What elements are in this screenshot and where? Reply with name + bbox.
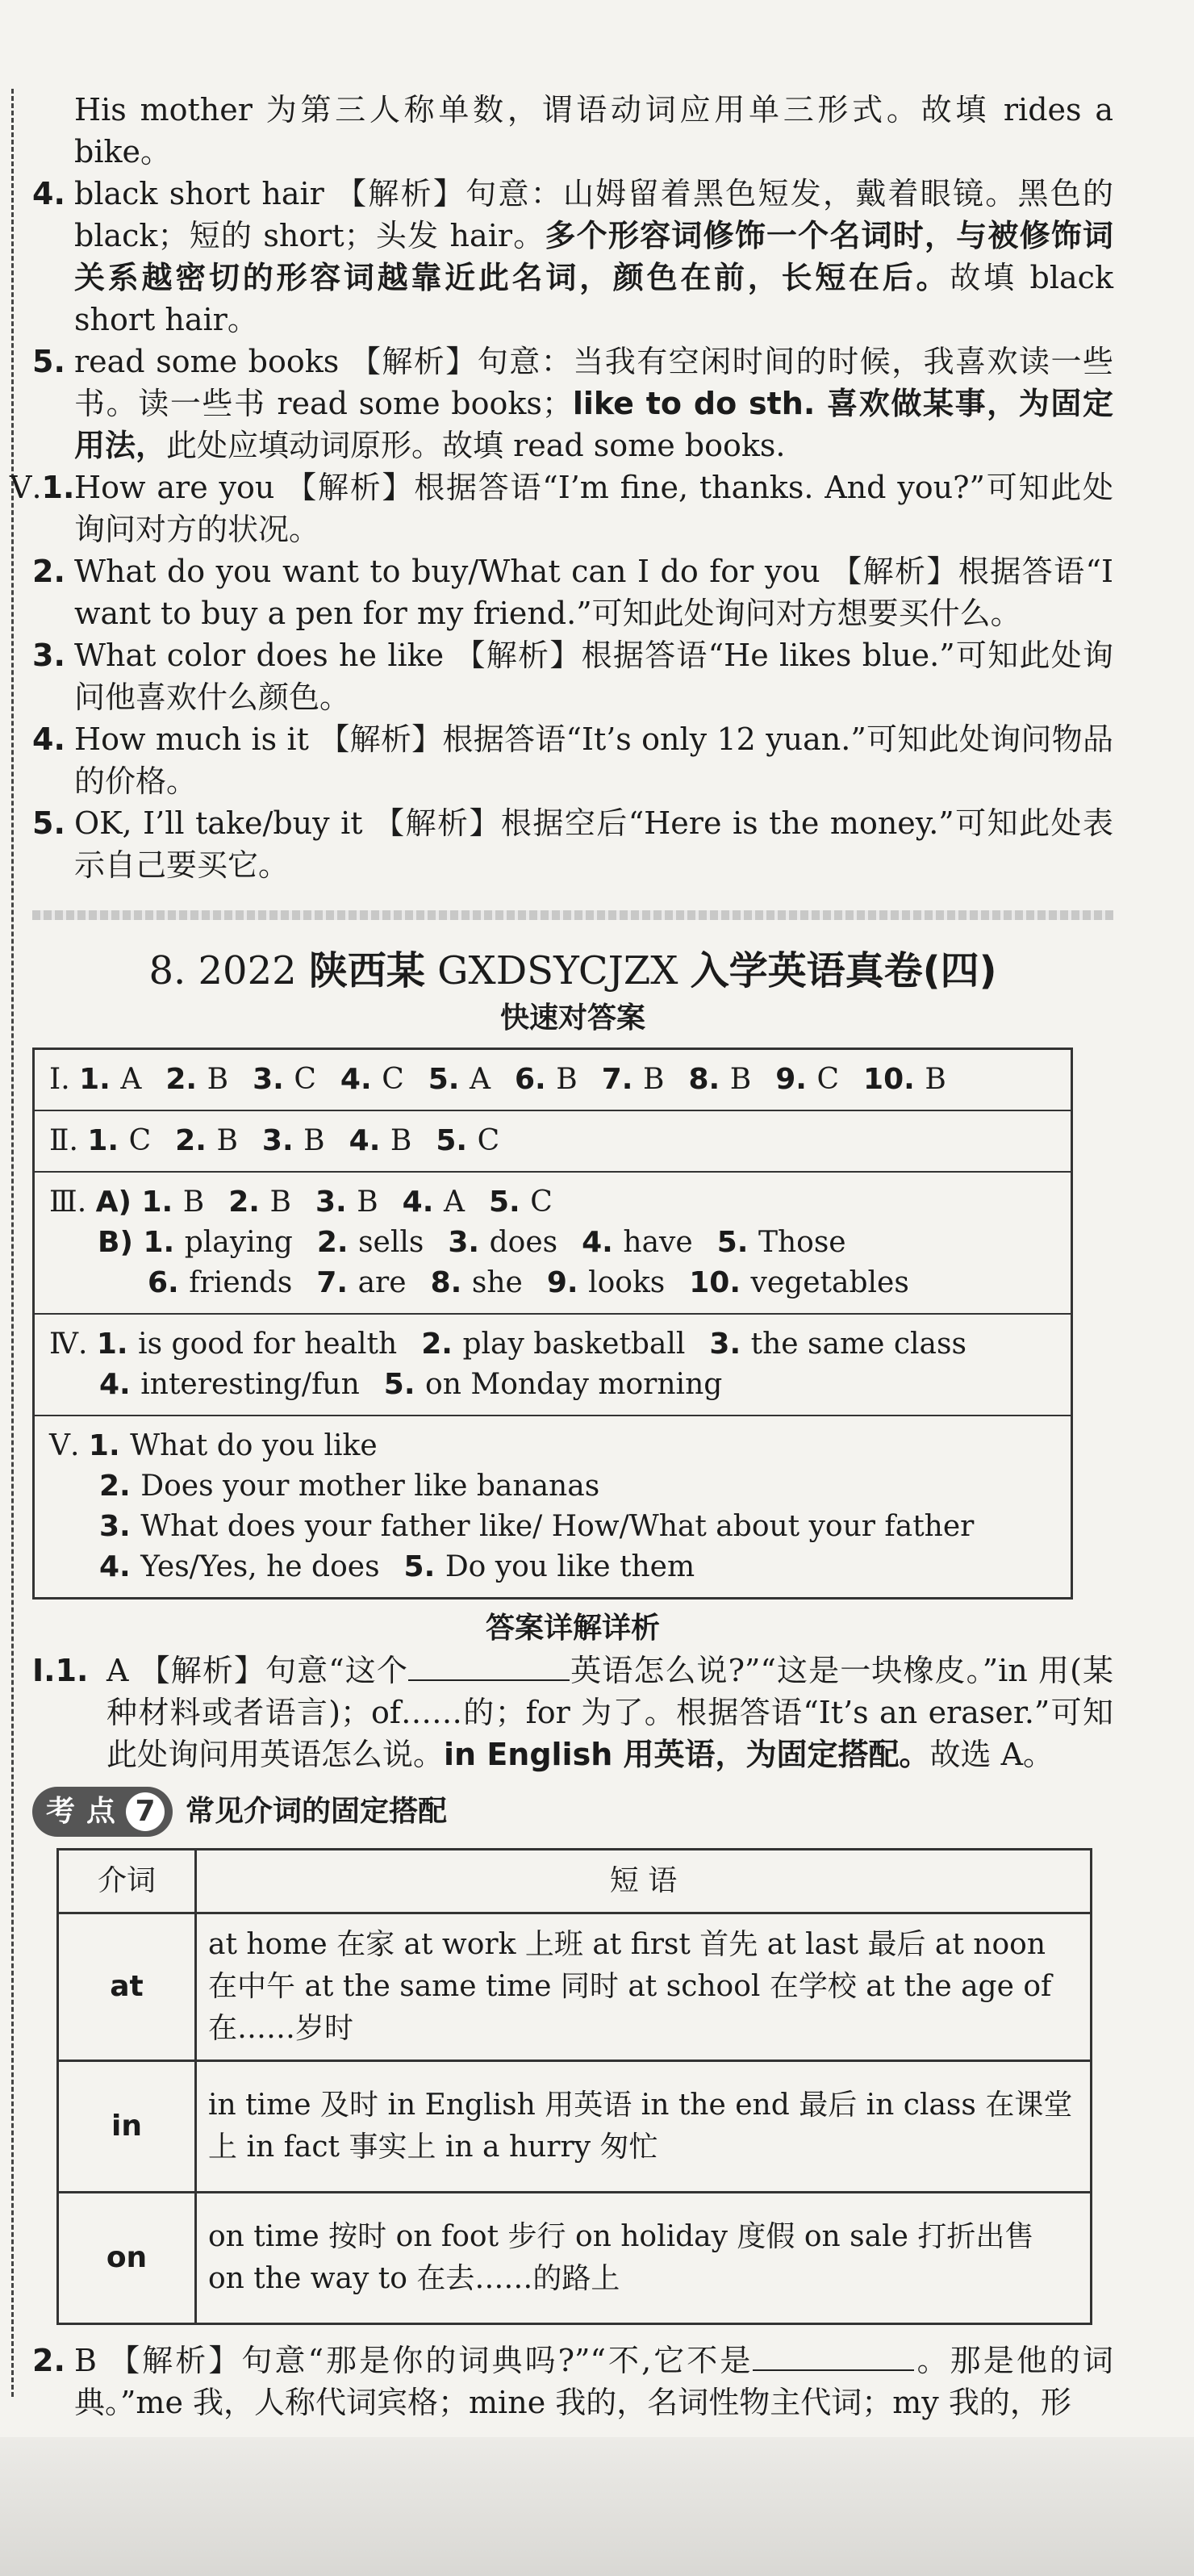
answer-blank	[753, 2340, 914, 2371]
badge-number: 7	[126, 1792, 165, 1831]
answer-number: 5.	[716, 1226, 758, 1259]
answer-item	[448, 1223, 557, 1263]
answer-value: A	[443, 1186, 465, 1219]
title-region: 陕西某	[308, 948, 425, 993]
answer-item	[262, 1121, 325, 1161]
answer-value: B	[182, 1186, 205, 1219]
prev-line-text: His mother 为第三人称单数，谓语动词应用单三形式。故填 rides a bike。	[74, 92, 1113, 169]
answer-row-4-line2	[49, 1365, 1056, 1405]
answer-value: C	[530, 1186, 553, 1219]
roman-numeral	[10, 466, 74, 508]
answer-number: 4.	[402, 1186, 444, 1219]
item-tail: 故填 black short hair。	[74, 260, 1113, 337]
answer-number: 3.	[261, 1124, 304, 1157]
header-prep: 介词	[58, 1850, 196, 1913]
answer-number: 5.	[436, 1124, 478, 1157]
answer-row-4-line1	[49, 1324, 1056, 1365]
answer-value: B	[643, 1063, 665, 1096]
answer-item	[436, 1121, 499, 1161]
key-point-title: 常见介词的固定搭配	[186, 1795, 448, 1828]
answer-value: have	[623, 1226, 693, 1259]
answer-value: C	[382, 1063, 404, 1096]
answer-value: B	[216, 1124, 238, 1157]
answer-key-box	[32, 1048, 1073, 1600]
answer-number: 3.	[253, 1063, 294, 1096]
badge-char-1: 考	[45, 1795, 75, 1828]
answer-value: she	[471, 1266, 523, 1299]
answer-item	[99, 1365, 360, 1405]
answer-number: 5.	[488, 1186, 531, 1219]
item-number: 1.	[41, 470, 75, 505]
section-separator	[32, 910, 1113, 920]
answer-item	[99, 1507, 974, 1547]
detail-q1	[32, 1650, 1113, 1775]
answer-number: 1.	[79, 1063, 121, 1096]
answer-4	[32, 173, 1113, 341]
item-tail: 此处应填动词原形。故填 read some books.	[166, 428, 786, 463]
phrase-cell: at home 在家 at work 上班 at first 首先 at last 最后 at noon 在中午 at the same time 同时 at school 在学校 at the age of 在……岁时	[196, 1913, 1092, 2061]
preposition-table	[56, 1848, 1092, 2325]
answer-number: 5.	[383, 1368, 426, 1401]
answer-number: 7.	[316, 1266, 358, 1299]
answer-value: C	[816, 1063, 840, 1096]
answer-number: 8.	[688, 1063, 730, 1096]
answer-number: 4.	[340, 1063, 382, 1096]
answer-item	[431, 1263, 523, 1303]
answer-item	[403, 1182, 465, 1223]
answer-number: 10.	[863, 1063, 925, 1096]
answer-item	[99, 1547, 380, 1587]
answer-item	[421, 1324, 685, 1365]
answer-number: 7.	[601, 1063, 643, 1096]
answer-5	[32, 341, 1113, 466]
answer-item	[141, 1182, 204, 1223]
answer-value: Yes/Yes, he does	[140, 1550, 380, 1583]
answer-item	[775, 1060, 839, 1100]
table-header-row	[58, 1850, 1092, 1913]
prep-cell: on	[58, 2193, 196, 2324]
answer-row-3b-line2	[49, 1263, 1056, 1303]
content	[10, 89, 1114, 2423]
answer-item	[143, 1223, 292, 1263]
answer-value: C	[294, 1063, 316, 1096]
item-text-cont: 。那是他的词典。”me 我，人称代词宾格；mine 我的，名词性物主代词；my 我的，形	[74, 2343, 1113, 2420]
answer-item	[89, 1426, 378, 1466]
item-number: 2.	[32, 2343, 65, 2378]
item-bold-text: like to do sth. 喜欢做某事，为固定用法，	[74, 386, 1113, 463]
answer-row-5-line	[49, 1426, 1056, 1466]
answer-item	[253, 1060, 316, 1100]
answer-value: looks	[588, 1266, 666, 1299]
item-text: read some books 【解析】句意：当我有空闲时间的时候，我喜欢读一些书。读一些书 read some books；	[74, 344, 1113, 421]
answer-value: B	[925, 1063, 946, 1096]
answer-row-5-line	[49, 1547, 1056, 1587]
answer-row-5-line	[49, 1466, 1056, 1507]
answer-item	[863, 1060, 946, 1100]
title-code: GXDSYCJZX	[424, 948, 691, 993]
answer-number: 4.	[582, 1226, 624, 1259]
item-number: 3.	[32, 638, 65, 673]
answer-item	[228, 1182, 291, 1223]
answer-value: sells	[358, 1226, 424, 1259]
answer-value: What does your father like/ How/What about your father	[140, 1510, 975, 1543]
s5-item-2	[32, 550, 1113, 634]
answer-row-3a	[49, 1182, 1056, 1223]
answer-item	[428, 1060, 491, 1100]
answer-item	[547, 1263, 665, 1303]
answer-item	[689, 1263, 909, 1303]
answer-number: 1.	[88, 1429, 131, 1462]
answer-item	[582, 1223, 693, 1263]
item-text: What do you want to buy/What can I do for you 【解析】根据答语“I want to buy a pen for my friend.”可知此处询问对方想要买什么。	[74, 554, 1113, 631]
s5-item-1	[10, 466, 1113, 550]
item-number: 4.	[32, 176, 65, 211]
answer-item	[349, 1121, 412, 1161]
prep-cell: at	[58, 1913, 196, 2061]
prep-cell: in	[58, 2061, 196, 2193]
answer-number: 8.	[430, 1266, 472, 1299]
key-point-header	[32, 1787, 1113, 1837]
roman-label: Ⅱ.	[49, 1124, 88, 1157]
phrase-cell: on time 按时 on foot 步行 on holiday 度假 on sale 打折出售 on the way to 在去……的路上	[196, 2193, 1092, 2324]
answer-item	[404, 1547, 695, 1587]
item-text: How are you 【解析】根据答语“I’m fine, thanks. And you?”可知此处询问对方的状况。	[74, 470, 1113, 547]
answer-item	[515, 1060, 578, 1100]
answer-row-3	[35, 1173, 1071, 1315]
answer-value: playing	[184, 1226, 293, 1259]
answer-number: 2.	[175, 1124, 217, 1157]
answer-value: does	[489, 1226, 558, 1259]
answer-number: 9.	[775, 1063, 817, 1096]
table-row	[58, 2193, 1092, 2324]
answer-value: Those	[758, 1226, 846, 1259]
item-text: A 【解析】句意“这个	[106, 1653, 409, 1688]
answer-item	[99, 1466, 599, 1507]
answer-value: interesting/fun	[140, 1368, 360, 1401]
answer-number: 2.	[99, 1470, 141, 1503]
answer-item	[315, 1182, 378, 1223]
item-number: 4.	[32, 721, 65, 757]
answer-value: is good for health	[138, 1328, 398, 1361]
part-label: B)	[98, 1226, 144, 1259]
answer-value: A	[120, 1063, 142, 1096]
answer-item	[148, 1263, 292, 1303]
item-text: OK, I’ll take/buy it 【解析】根据空后“Here is the money.”可知此处表示自己要买它。	[74, 805, 1113, 883]
answer-value: B	[269, 1186, 291, 1219]
answer-number: 1.	[87, 1124, 129, 1157]
answer-value: are	[357, 1266, 407, 1299]
s5-item-4	[32, 718, 1113, 802]
answer-number: 5.	[403, 1550, 445, 1583]
roman-label: Ⅴ.	[10, 470, 42, 505]
answer-value: vegetables	[750, 1266, 909, 1299]
exam-title	[32, 944, 1113, 997]
title-suffix: 入学英语真卷(四)	[690, 948, 997, 993]
answer-item	[717, 1223, 846, 1263]
prev-explanation-tail	[32, 89, 1113, 173]
answer-row-5-line	[49, 1507, 1056, 1547]
answer-item	[316, 1263, 406, 1303]
answer-item	[709, 1324, 966, 1365]
answer-number: 5.	[428, 1063, 470, 1096]
answer-value: Do you like them	[445, 1550, 695, 1583]
answer-value: C	[477, 1124, 500, 1157]
answer-number: 3.	[99, 1510, 141, 1543]
roman-label: Ⅲ.	[49, 1186, 96, 1219]
answer-item	[489, 1182, 553, 1223]
answer-number: 10.	[689, 1266, 751, 1299]
answer-value: B	[556, 1063, 578, 1096]
item-number: Ⅰ.1.	[32, 1653, 89, 1688]
item-text-cont: 英语怎么说?”“这是一块橡皮。”in 用(某种材料或者语言)；of……的；for 为了。根据答语“It’s an eraser.”可知此处询问用英语怎么说。	[106, 1653, 1114, 1772]
detail-q2	[32, 2340, 1113, 2423]
answer-number: 1.	[143, 1226, 185, 1259]
item-text: How much is it 【解析】根据答语“It’s only 12 yuan.”可知此处询问物品的价格。	[74, 721, 1113, 799]
badge-char-2: 点	[86, 1795, 115, 1828]
answer-row-3b-line1	[49, 1223, 1056, 1263]
answer-value: C	[128, 1124, 152, 1157]
answer-value: B	[729, 1063, 752, 1096]
answer-item	[602, 1060, 665, 1100]
answer-number: 6.	[515, 1063, 557, 1096]
answer-item	[79, 1060, 141, 1100]
answer-value: B	[390, 1124, 412, 1157]
item-number: 5.	[32, 805, 65, 841]
answer-row-4	[35, 1315, 1071, 1416]
answer-value: B	[303, 1124, 325, 1157]
answer-number: 2.	[165, 1063, 207, 1096]
answer-row-5	[35, 1416, 1071, 1597]
item-text: B 【解析】句意“那是你的词典吗?”“不,它不是	[74, 2343, 754, 2378]
part-label: A)	[95, 1186, 142, 1219]
answer-item	[688, 1060, 751, 1100]
item-bold-text: in English 用英语，为固定搭配。	[444, 1737, 930, 1772]
answer-number: 4.	[99, 1550, 141, 1583]
item-tail: 故选 A。	[929, 1737, 1054, 1772]
detail-heading: 答案详解详析	[485, 1612, 660, 1645]
answer-number: 1.	[96, 1328, 139, 1361]
answer-number: 3.	[709, 1328, 751, 1361]
section-5-explanations	[10, 466, 1113, 886]
answer-item	[175, 1121, 238, 1161]
answer-value: A	[470, 1063, 491, 1096]
answer-number: 3.	[315, 1186, 357, 1219]
answer-value: B	[207, 1063, 229, 1096]
key-point-badge	[32, 1787, 173, 1837]
answer-number: 3.	[448, 1226, 490, 1259]
answer-number: 4.	[349, 1124, 390, 1157]
answer-number: 2.	[228, 1186, 270, 1219]
item-number: 5.	[32, 344, 65, 379]
answer-value: B	[357, 1186, 378, 1219]
table-row	[58, 1913, 1092, 2061]
answer-number: 2.	[421, 1328, 463, 1361]
title-prefix: 8. 2022	[148, 948, 309, 993]
table-row	[58, 2061, 1092, 2193]
answer-item	[87, 1121, 151, 1161]
roman-label: Ⅴ.	[49, 1429, 89, 1462]
answer-value: the same class	[750, 1328, 966, 1361]
answer-number: 1.	[141, 1186, 183, 1219]
s5-item-5	[32, 802, 1113, 886]
answer-item	[317, 1223, 424, 1263]
answer-number: 2.	[316, 1226, 359, 1259]
roman-label: Ⅰ.	[49, 1063, 80, 1096]
answer-blank	[408, 1650, 570, 1681]
answer-row-2	[35, 1111, 1071, 1173]
answer-item	[165, 1060, 228, 1100]
phrase-cell: in time 及时 in English 用英语 in the end 最后 in class 在课堂上 in fact 事实上 in a hurry 匆忙	[196, 2061, 1092, 2193]
answer-value: What do you like	[130, 1429, 378, 1462]
header-phrase: 短 语	[196, 1850, 1092, 1913]
quick-answers-heading: 快速对答案	[499, 1002, 645, 1035]
answer-value: play basketball	[462, 1328, 686, 1361]
answer-number: 6.	[148, 1266, 190, 1299]
answer-value: Does your mother like bananas	[140, 1470, 600, 1503]
answer-item	[340, 1060, 404, 1100]
page-footer-shade	[0, 2437, 1194, 2576]
binding-dash-line	[11, 89, 14, 2397]
answer-item	[97, 1324, 397, 1365]
answer-number: 4.	[99, 1368, 141, 1401]
answer-item	[384, 1365, 723, 1405]
item-text: What color does he like 【解析】根据答语“He likes blue.”可知此处询问他喜欢什么颜色。	[74, 638, 1113, 715]
item-bold-text: 多个形容词修饰一个名词时，与被修饰词关系越密切的形容词越靠近此名词，颜色在前，长短在后。	[74, 218, 1113, 295]
item-text: black short hair 【解析】句意：山姆留着黑色短发，戴着眼镜。黑色的 black；短的 short；头发 hair。	[74, 176, 1113, 253]
answer-row-1	[35, 1050, 1071, 1111]
roman-label: Ⅳ.	[49, 1328, 97, 1361]
answer-value: friends	[189, 1266, 293, 1299]
item-number: 2.	[32, 554, 65, 589]
answer-value: on Monday morning	[425, 1368, 723, 1401]
s5-item-3	[32, 634, 1113, 718]
answer-number: 9.	[546, 1266, 589, 1299]
